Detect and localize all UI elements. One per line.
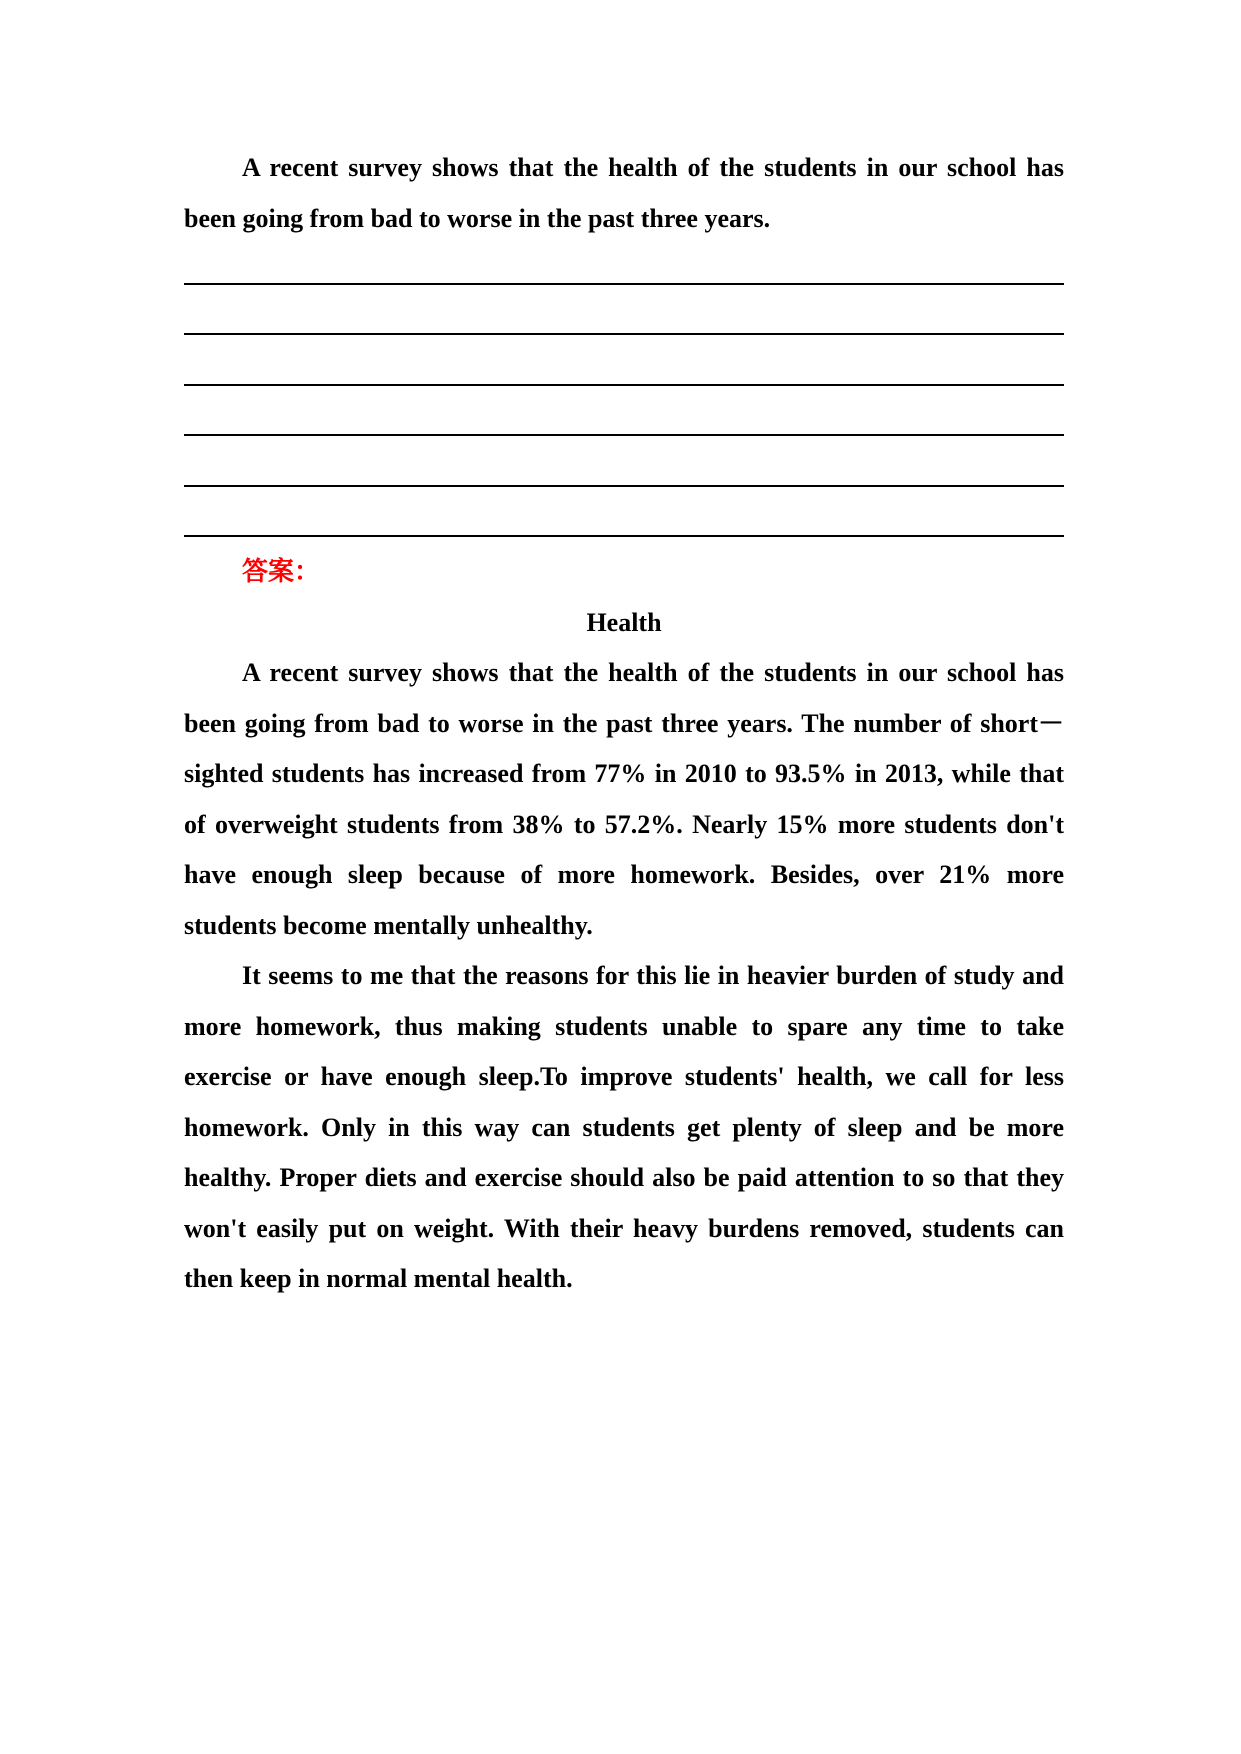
writing-line [184, 497, 1064, 548]
essay-title: Health [586, 607, 662, 637]
essay-paragraph-2: It seems to me that the reasons for this lie in heavier burden of study and more homework, thus making students unable to spare any time to take exercise or have enough sleep.To improve students' health, we call for less homework. Only in this way can students get plenty of sleep and be more healthy. Proper diets and exercise should also be paid attention to so that they won't easily put on weight. With their heavy burdens removed, students can then keep in normal mental health. [184, 961, 1064, 1293]
answer-label: 答案： [242, 557, 321, 587]
writing-line [184, 396, 1064, 447]
prompt-section [184, 143, 1064, 244]
writing-line [184, 446, 1064, 497]
writing-line [184, 295, 1064, 346]
writing-line [184, 244, 1064, 295]
writing-line [184, 345, 1064, 396]
prompt-paragraph: A recent survey shows that the health of the students in our school has been going from bad to worse in the past three years. [184, 153, 1064, 233]
answer-section [184, 547, 1064, 1305]
writing-lines [184, 244, 1064, 547]
essay-paragraph-1: A recent survey shows that the health of the students in our school has been going from bad to worse in the past three years. The number of short－sighted students has increased from 77% in 2010 to 93.5% in 2013, while that of overweight students from 38% to 57.2%. Nearly 15% more students don't have enough sleep because of more homework. Besides, over 21% more students become mentally unhealthy. [184, 658, 1064, 940]
